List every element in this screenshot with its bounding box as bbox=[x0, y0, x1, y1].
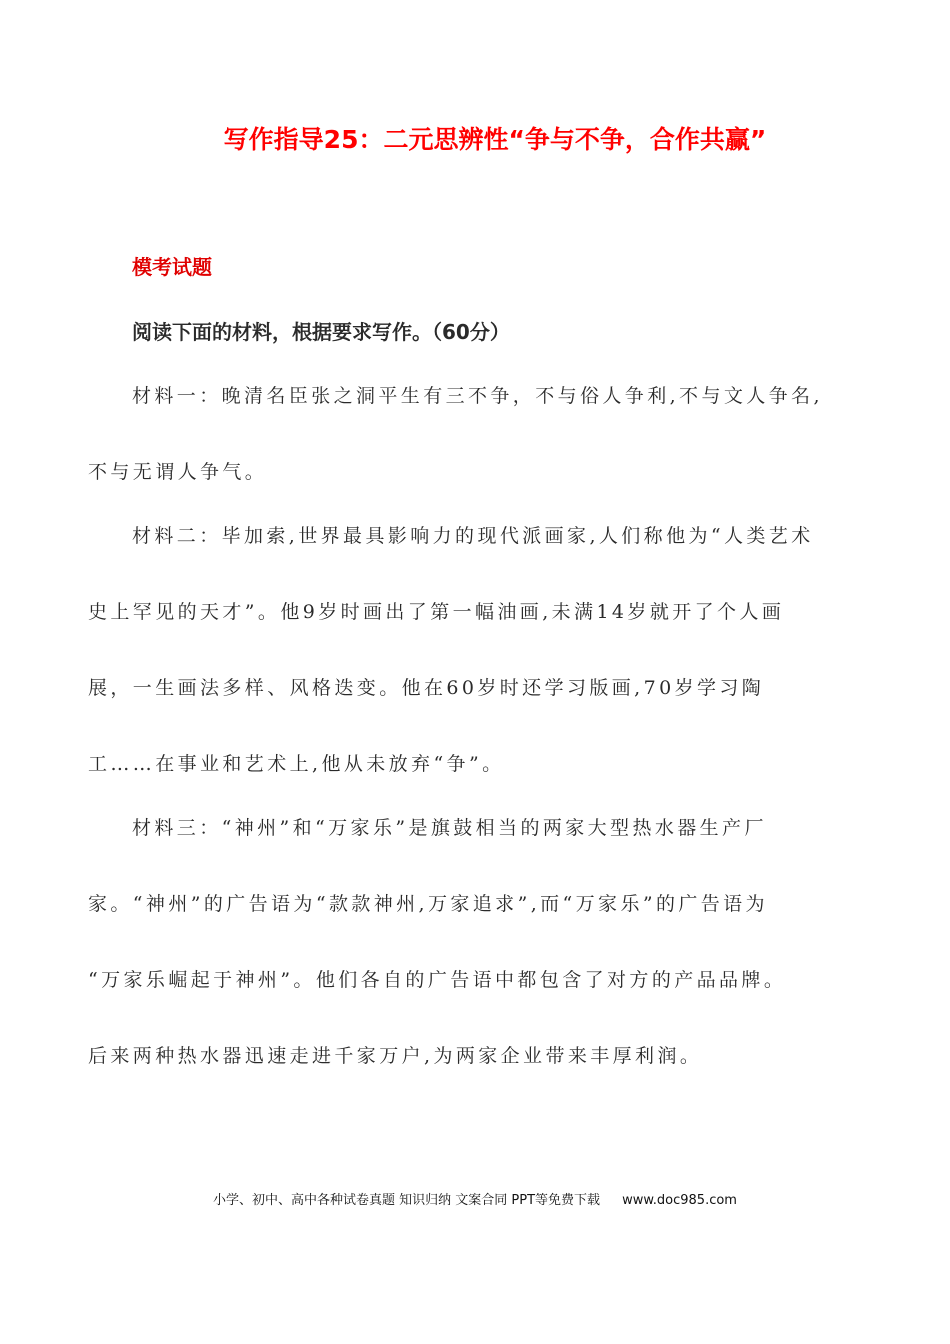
material-three-line-1: 材料三：“神州”和“万家乐”是旗鼓相当的两家大型热水器生产厂 bbox=[132, 817, 767, 839]
material-two-line-4: 工……在事业和艺术上,他从未放弃“争”。 bbox=[88, 753, 505, 775]
material-three-line-3: “万家乐崛起于神州”。他们各自的广告语中都包含了对方的产品品牌。 bbox=[88, 969, 787, 991]
page-footer bbox=[0, 1191, 950, 1211]
section-heading: 模考试题 bbox=[132, 255, 212, 279]
material-one-line-2: 不与无谓人争气。 bbox=[88, 461, 268, 483]
document-title-text: 写作指导25：二元思辨性“争与不争，合作共赢” bbox=[223, 125, 767, 154]
footer-url[interactable]: www.doc985.com bbox=[622, 1193, 737, 1208]
material-three-line-4: 后来两种热水器迅速走进千家万户,为两家企业带来丰厚利润。 bbox=[88, 1045, 703, 1067]
footer-text: 小学、初中、高中各种试卷真题 知识归纳 文案合同 PPT等免费下载 bbox=[213, 1193, 601, 1208]
material-two-line-3: 展，一生画法多样、风格迭变。他在60岁时还学习版画,70岁学习陶 bbox=[88, 677, 765, 699]
material-one-line-1: 材料一：晚清名臣张之洞平生有三不争，不与俗人争利,不与文人争名, bbox=[132, 385, 823, 407]
material-two-line-1: 材料二：毕加索,世界最具影响力的现代派画家,人们称他为“人类艺术 bbox=[132, 525, 814, 547]
material-three-line-2: 家。“神州”的广告语为“款款神州,万家追求”,而“万家乐”的广告语为 bbox=[88, 893, 768, 915]
material-two-line-2: 史上罕见的天才”。他9岁时画出了第一幅油画,未满14岁就开了个人画 bbox=[88, 601, 785, 623]
document-title bbox=[0, 122, 950, 158]
writing-instruction: 阅读下面的材料，根据要求写作。（60分） bbox=[132, 320, 510, 344]
